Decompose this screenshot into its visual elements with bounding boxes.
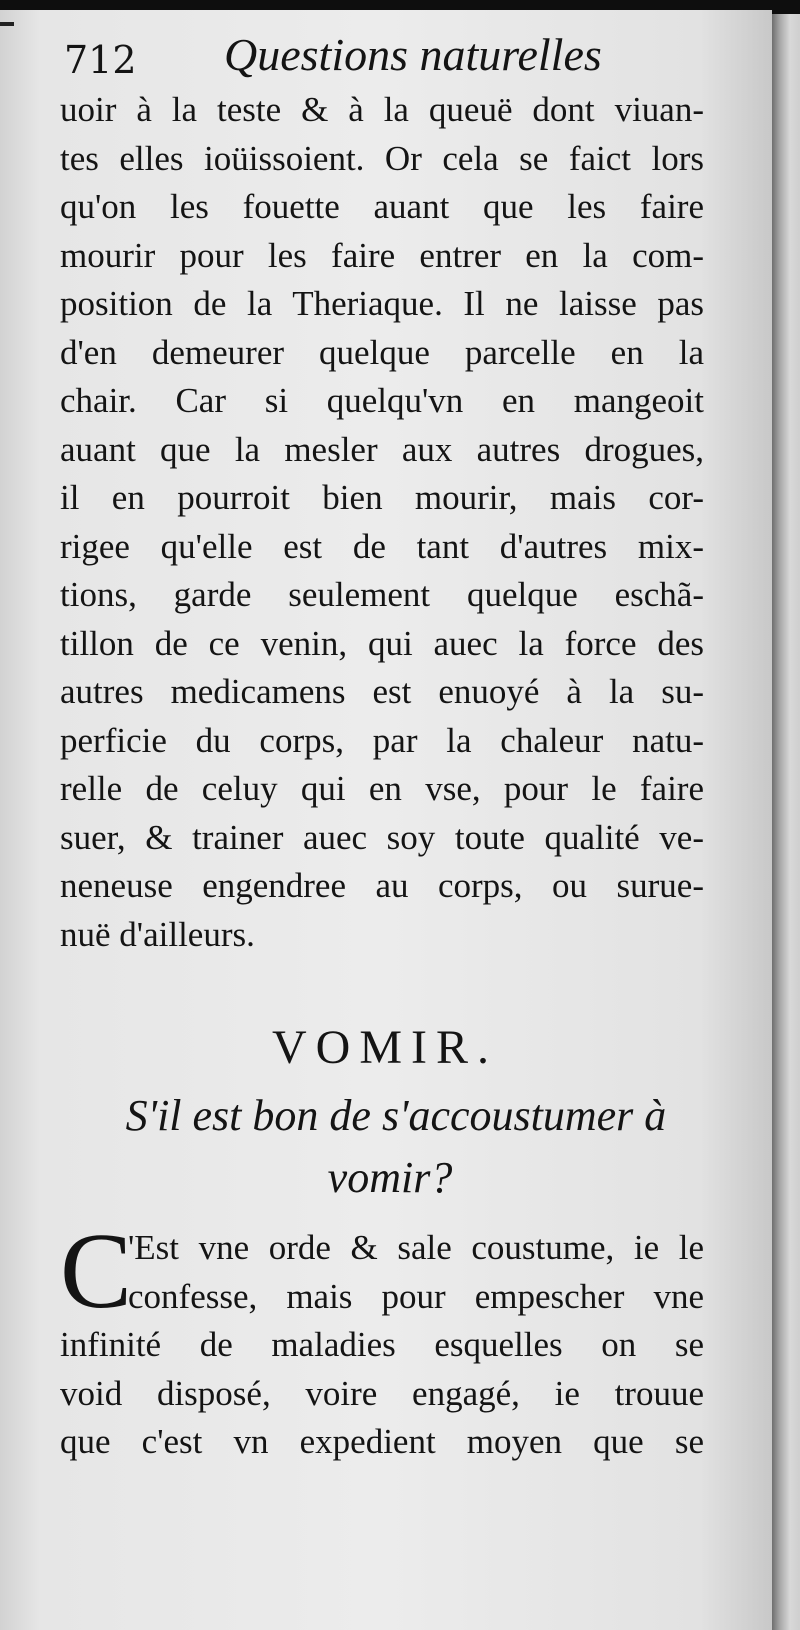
text-line: position de la Theriaque. Il ne laisse pas [60, 284, 704, 323]
text-line: rigee qu'elle est de tant d'autres mix- [60, 526, 704, 566]
text-line: neneuse engendree au corps, ou surue- [60, 866, 704, 905]
text-line: que c'est vn expedient moyen que se [60, 1422, 704, 1461]
text-line: auant que la mesler aux autres drogues, [60, 429, 704, 469]
text-line: mourir pour les faire entrer en la com- [60, 235, 704, 275]
text-line: qu'on les fouette auant que les faire [60, 187, 704, 226]
text-line: tions, garde seulement quelque eschã- [60, 575, 704, 614]
paragraph-2 [60, 1224, 704, 1467]
running-head [64, 22, 744, 94]
text-line: autres medicamens est enuoyé à la su- [60, 672, 704, 711]
drop-cap: C [60, 1212, 133, 1331]
text-line: d'en demeurer quelque parcelle en la [60, 332, 704, 372]
section-heading: VOMIR. [272, 1021, 499, 1074]
text-line: relle de celuy qui en vse, pour le faire [60, 769, 704, 808]
text-line: confesse, mais pour empescher vne [128, 1276, 704, 1316]
page-number: 712 [64, 38, 137, 82]
scanner-edge-mark [0, 22, 14, 26]
text-line: tes elles ioüissoient. Or cela se faict lors [60, 138, 704, 178]
section-subtitle: vomir? [327, 1153, 453, 1202]
text-line: infinité de maladies esquelles on se [60, 1325, 704, 1364]
section-subtitle: S'il est bon de s'accoustumer à [125, 1091, 667, 1140]
text-line: nuë d'ailleurs. [60, 914, 255, 954]
paragraph-1 [60, 86, 704, 959]
text-line: suer, & trainer auec soy toute qualité ve- [60, 817, 704, 857]
text-line: 'Est vne orde & sale coustume, ie le [128, 1228, 704, 1267]
running-title: Questions naturelles [224, 29, 602, 80]
text-line: tillon de ce venin, qui auec la force des [60, 623, 704, 663]
text-line: chair. Car si quelqu'vn en mangeoit [60, 381, 704, 420]
book-spine-edge [772, 14, 800, 1630]
text-line: perficie du corps, par la chaleur natu- [60, 720, 704, 760]
text-line: uoir à la teste & à la queuë dont viuan- [60, 90, 704, 129]
text-line: void disposé, voire engagé, ie trouue [60, 1373, 704, 1413]
text-line: il en pourroit bien mourir, mais cor- [60, 478, 704, 517]
